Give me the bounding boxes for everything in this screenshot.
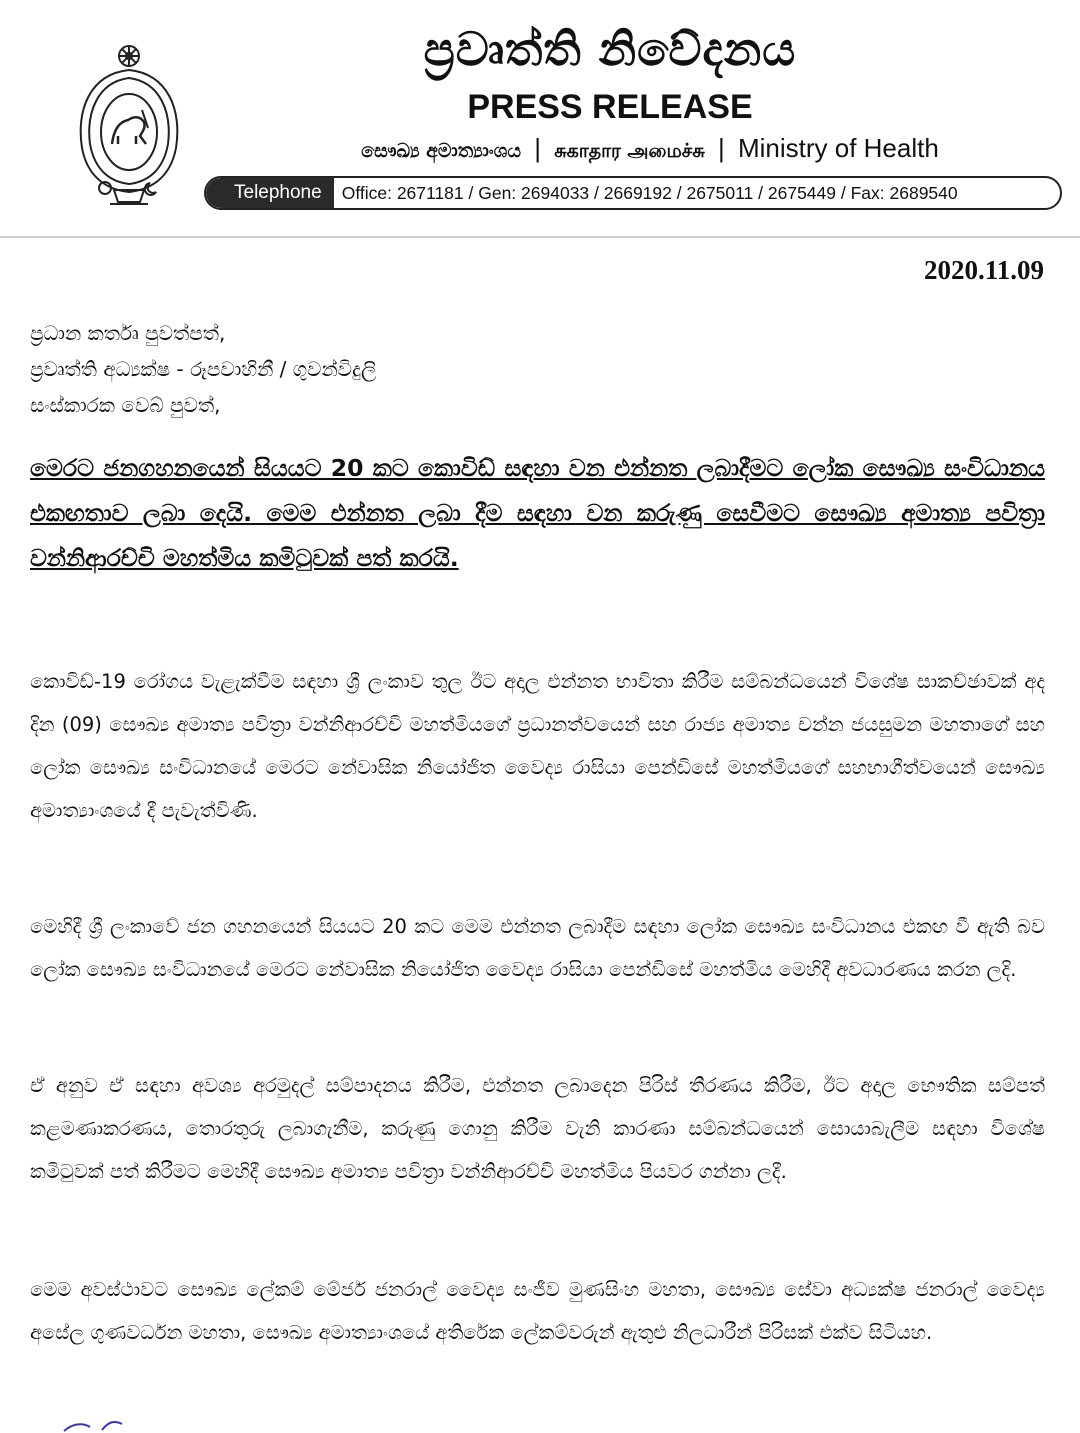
body-paragraph: කොවිඩ්-19 රෝගය වැළැක්වීම සඳහා ශ්‍රී ලංකාව තුල ඊට අදාල එන්නත භාවිතා කිරීම සම්බන්ධයෙන් විශේෂ සාකච්ඡාවක් අද දින (09) සෞඛ්‍ය අමාත්‍ය පවිත්‍රා වන්නිආරච්චි මහත්මියගේ ප්‍රධානත්වයෙන් සහ රාජ්‍ය අමාත්‍ය චන්න ජයසුමන මහතාගේ සහ ලෝක සෞඛ්‍ය සංවිධානයේ මෙරට නේවාසික නියෝජිත වෛද්‍ය රාසියා පෙන්ඩිසේ මහත්මියගේ සහභාගීත්වයෙන් සෞඛ්‍ය අමාත්‍යාංශයේ දී පැවැත්විණි. [30, 670, 1045, 822]
sri-lanka-emblem-icon [70, 40, 188, 210]
addressee-list [30, 315, 1030, 423]
addressee-line: ප්‍රවෘත්ති අධ්‍යක්ෂ - රූපවාහිනී / ගුවන්විදුලි [30, 357, 377, 381]
signature-stroke-icon [62, 1418, 132, 1433]
release-date: 2020.11.09 [923, 255, 1044, 285]
press-release-title-english: PRESS RELEASE [467, 88, 753, 126]
separator: | [534, 133, 541, 163]
separator: | [717, 133, 725, 163]
addressee-line: ප්‍රධාන කර්තෘ පුවත්පත්, [30, 321, 226, 345]
body-paragraph: මෙම අවස්ථාවට සෞඛ්‍ය ලේකම් මේජර් ජනරාල් වෛද්‍ය සංජීව මුණසිංහ මහතා, සෞඛ්‍ය සේවා අධ්‍යක්ෂ ජනරාල් වෛද්‍ය අසේල ගුණවර්ධන මහතා, සෞඛ්‍ය අමාත්‍යාංශයේ අතිරේක ලේකම්වරුන් ඇතුළු නිලධාරීන් පිරිසක් එක්ව සිටියහ. [30, 1278, 1045, 1344]
press-release-title-sinhala: ප්‍රවෘත්ති නිවේදනය [423, 22, 797, 76]
body-paragraph: ඒ අනුව ඒ සඳහා අවශ්‍ය අරමුදල් සම්පාදනය කිරීම, එන්නත ලබාදෙන පිරිස් තීරණය කිරීම, ඊට අදාල භෞතික සම්පත් කළමණාකරණය, තොරතුරු ලබාගැනීම, කරුණු ගොනු කිරීම වැනි කාරණා සම්බන්ධයෙන් සොයාබැලීම සඳහා විශේෂ කමිටුවක් පත් කිරීමට මෙහිදී සෞඛ්‍ය අමාත්‍ය පවිත්‍රා වන්නිආරච්චි මහත්මිය පියවර ගන්නා ලදී. [30, 1074, 1045, 1183]
headline: මෙරට ජනගහනයෙන් සියයට 20 කට කොවිඩ් සඳහා වන එන්නත ලබාදීමට ලෝක සෞඛ්‍ය සංවිධානය එකඟතාව ලබා දෙයි. මෙම එන්නත ලබා දීම සඳහා වන කරුණු සෙවීමට සෞඛ්‍ය අමාත්‍ය පවිත්‍රා වන්නිආරච්චි මහත්මිය කමිටුවක් පත් කරයි. [30, 454, 1045, 572]
telephone-bar [204, 176, 1062, 210]
header-divider [0, 236, 1080, 238]
ministry-name-sinhala: සෞඛ්‍ය අමාත්‍යාංශය [361, 140, 521, 162]
ministry-name-tamil: சுகாதார அமைச்சு [554, 140, 705, 162]
telephone-numbers: Office: 2671181 / Gen: 2694033 / 2669192 / 2675011 / 2675449 / Fax: 2689540 [341, 182, 958, 203]
body-paragraph: මෙහිදී ශ්‍රී ලංකාවේ ජන ගහනයෙන් සියයට 20 කට මෙම එන්නත ලබාදීම සඳහා ලෝක සෞඛ්‍ය සංවිධානය එකඟ වී ඇති බව ලෝක සෞඛ්‍ය සංවිධානයේ මෙරට නේවාසික නියෝජිත වෛද්‍ය රාසියා පෙන්ඩිසේ මහත්මිය මෙහිදී අවධාරණය කරන ලදි. [30, 915, 1045, 981]
telephone-label: Telephone [206, 178, 334, 208]
addressee-line: සංස්කාරක වෙබ් පුවත්, [30, 393, 221, 417]
ministry-line [270, 133, 1030, 165]
ministry-name-english: Ministry of Health [737, 133, 939, 163]
